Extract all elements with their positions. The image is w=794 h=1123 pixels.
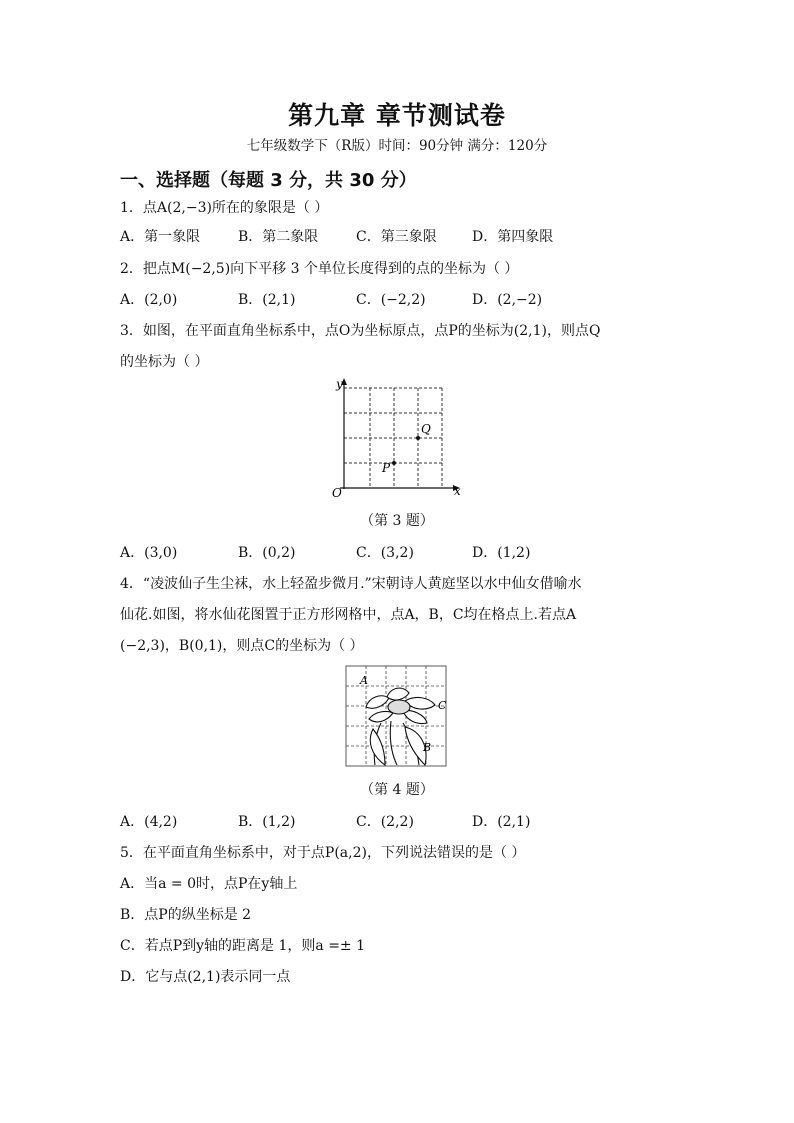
q3-coordinate-figure: [328, 376, 470, 502]
q1-option-c: C．第三象限: [356, 229, 437, 245]
section-heading: 一、选择题（每题 3 分，共 30 分）: [120, 170, 417, 191]
q1-option-d: D．第四象限: [472, 229, 554, 245]
q5-option-d: D．它与点(2,1)表示同一点: [120, 969, 291, 985]
question-4-stem-line-1: 4．“凌波仙子生尘袜，水上轻盈步微月.”宋朝诗人黄庭坚以水中仙女借喻水: [120, 576, 582, 592]
q2-option-a: A．(2,0): [120, 292, 178, 308]
q3-p-label: P: [382, 461, 391, 475]
q3-option-b: B．(0,2): [238, 545, 296, 561]
q4-option-a: A．(4,2): [120, 814, 178, 830]
q5-option-c: C．若点P到y轴的距离是 1，则a =± 1: [120, 938, 366, 954]
q4-narcissus-figure: [345, 665, 447, 769]
q5-option-a: A．当a = 0时，点P在y轴上: [120, 876, 298, 892]
question-2-stem: 2．把点M(−2,5)向下平移 3 个单位长度得到的点的坐标为（ ）: [120, 261, 519, 277]
q3-option-a: A．(3,0): [120, 545, 178, 561]
q3-option-d: D．(1,2): [472, 545, 531, 561]
question-5-stem: 5．在平面直角坐标系中，对于点P(a,2)，下列说法错误的是（ ）: [120, 845, 526, 861]
q5-option-b: B．点P的纵坐标是 2: [120, 907, 252, 923]
q3-x-label: x: [454, 484, 461, 498]
page-subtitle: 七年级数学下（R版）时间：90分钟 满分：120分: [246, 138, 548, 154]
q4-c-label: C: [438, 699, 447, 712]
question-3-stem-line-2: 的坐标为（ ）: [120, 354, 209, 370]
q3-point-p: [392, 461, 396, 465]
page-title: 第九章 章节测试卷: [288, 101, 506, 130]
question-3-stem-line-1: 3．如图，在平面直角坐标系中，点O为坐标原点，点P的坐标为(2,1)，则点Q: [120, 323, 601, 339]
q4-b-label: B: [423, 741, 432, 754]
q4-option-c: C．(2,2): [356, 814, 414, 830]
q2-option-b: B．(2,1): [238, 292, 296, 308]
q3-q-label: Q: [421, 422, 431, 436]
q4-option-d: D．(2,1): [472, 814, 531, 830]
q3-y-label: y: [336, 377, 343, 391]
q4-caption: （第 4 题）: [360, 782, 434, 798]
question-4-stem-line-3: (−2,3)，B(0,1)，则点C的坐标为（ ）: [120, 638, 364, 654]
question-1-stem: 1．点A(2,−3)所在的象限是（ ）: [120, 200, 329, 216]
q3-grid: [344, 388, 444, 488]
q2-option-c: C．(−2,2): [356, 292, 426, 308]
q3-option-c: C．(3,2): [356, 545, 414, 561]
q3-origin-label: O: [332, 486, 342, 500]
q2-option-d: D．(2,−2): [472, 292, 543, 308]
question-4-stem-line-2: 仙花.如图，将水仙花图置于正方形网格中，点A，B，C均在格点上.若点A: [120, 607, 577, 623]
q3-point-q: [416, 436, 420, 440]
q1-option-a: A．第一象限: [120, 229, 201, 245]
q1-option-b: B．第二象限: [238, 229, 319, 245]
q3-caption: （第 3 题）: [360, 513, 434, 529]
q4-option-b: B．(1,2): [238, 814, 296, 830]
q4-a-label: A: [360, 674, 368, 687]
